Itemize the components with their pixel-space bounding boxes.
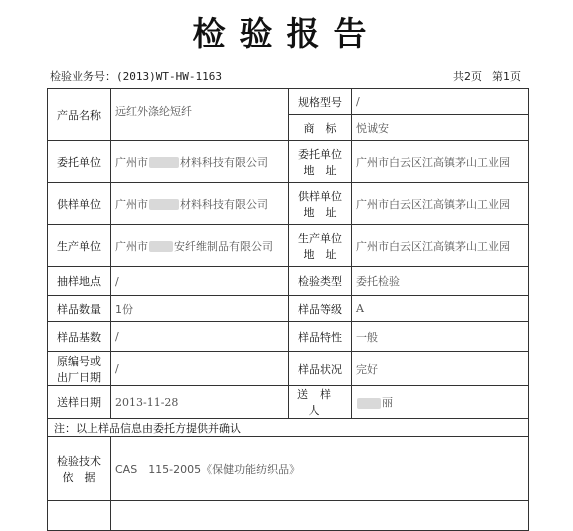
supplier-value-prefix: 广州市 xyxy=(115,197,148,211)
test-type-label: 检验类型 xyxy=(289,267,352,296)
sample-state-label: 样品状况 xyxy=(289,352,352,386)
product-name-label: 产品名称 xyxy=(48,89,111,141)
supplier-address-label xyxy=(289,183,352,225)
spec-value: / xyxy=(352,89,529,115)
client-label: 委托单位 xyxy=(48,141,111,183)
product-name-value: 远红外涤纶短纤 xyxy=(111,89,289,141)
test-basis-label-line1: 检验技术 xyxy=(57,454,101,468)
report-title: 检验报告 xyxy=(192,14,381,53)
producer-address-label-line2: 地 址 xyxy=(303,247,337,261)
test-basis-value: CAS 115-2005《保健功能纺织品》 xyxy=(111,437,529,501)
sample-grade-label: 样品等级 xyxy=(289,296,352,322)
table-row xyxy=(48,296,529,322)
page-indicator xyxy=(443,68,521,84)
sample-grade-value: A xyxy=(352,296,529,322)
send-date-label: 送样日期 xyxy=(48,386,111,419)
sample-qty-value: 1份 xyxy=(111,296,289,322)
spec-label: 规格型号 xyxy=(289,89,352,115)
supplier-value-suffix: 材料科技有限公司 xyxy=(180,197,268,211)
producer-value xyxy=(111,225,289,267)
empty-cell xyxy=(48,501,111,531)
note-text: 注：以上样品信息由委托方提供并确认 xyxy=(48,419,529,437)
producer-value-prefix: 广州市 xyxy=(115,239,148,253)
producer-address-value: 广州市白云区江高镇茅山工业园 xyxy=(352,225,529,267)
client-address-label xyxy=(289,141,352,183)
test-basis-label-line2: 依 据 xyxy=(62,470,96,484)
trademark-value: 悦诚安 xyxy=(352,115,529,141)
original-number-label-line1: 原编号或 xyxy=(57,354,101,368)
supplier-address-value: 广州市白云区江高镇茅山工业园 xyxy=(352,183,529,225)
producer-label: 生产单位 xyxy=(48,225,111,267)
table-row xyxy=(48,386,529,419)
page-number: 第1页 xyxy=(492,70,521,83)
redacted-mark xyxy=(149,199,179,210)
original-number-label xyxy=(48,352,111,386)
business-number-value: (2013)WT-HW-1163 xyxy=(116,70,222,83)
test-basis-label xyxy=(48,437,111,501)
table-row xyxy=(48,419,529,437)
total-pages: 共2页 xyxy=(453,70,482,83)
table-row xyxy=(48,141,529,183)
table-row xyxy=(48,89,529,115)
table-row xyxy=(48,501,529,531)
sample-base-value: / xyxy=(111,322,289,352)
business-number-label: 检验业务号： xyxy=(50,70,116,83)
empty-cell xyxy=(111,501,529,531)
supplier-address-label-line1: 供样单位 xyxy=(298,189,342,203)
send-date-value: 2013-11-28 xyxy=(111,386,289,419)
redacted-mark xyxy=(357,398,381,409)
sample-base-label: 样品基数 xyxy=(48,322,111,352)
sender-value-suffix: 丽 xyxy=(382,396,393,409)
sample-feature-label: 样品特性 xyxy=(289,322,352,352)
test-type-value: 委托检验 xyxy=(352,267,529,296)
sample-qty-label: 样品数量 xyxy=(48,296,111,322)
supplier-address-label-line2: 地 址 xyxy=(303,205,337,219)
table-row xyxy=(48,352,529,386)
original-number-label-line2: 出厂日期 xyxy=(57,370,101,384)
redacted-mark xyxy=(149,157,179,168)
producer-value-suffix: 安纤维制品有限公司 xyxy=(174,239,273,253)
producer-address-label-line1: 生产单位 xyxy=(298,231,342,245)
producer-address-label xyxy=(289,225,352,267)
client-address-label-line1: 委托单位 xyxy=(298,147,342,161)
client-value-prefix: 广州市 xyxy=(115,155,148,169)
client-address-value: 广州市白云区江高镇茅山工业园 xyxy=(352,141,529,183)
report-table xyxy=(47,88,529,531)
business-number xyxy=(50,68,222,84)
client-value-suffix: 材料科技有限公司 xyxy=(180,155,268,169)
table-row xyxy=(48,267,529,296)
sample-feature-value: 一般 xyxy=(352,322,529,352)
table-row xyxy=(48,437,529,501)
sampling-site-value: / xyxy=(111,267,289,296)
sender-label: 送样人 xyxy=(289,386,352,419)
client-value xyxy=(111,141,289,183)
supplier-value xyxy=(111,183,289,225)
redacted-mark xyxy=(149,241,173,252)
client-address-label-line2: 地 址 xyxy=(303,163,337,177)
sampling-site-label: 抽样地点 xyxy=(48,267,111,296)
table-row xyxy=(48,225,529,267)
supplier-label: 供样单位 xyxy=(48,183,111,225)
table-row xyxy=(48,322,529,352)
original-number-value: / xyxy=(111,352,289,386)
trademark-label: 商 标 xyxy=(289,115,352,141)
table-row xyxy=(48,183,529,225)
sample-state-value: 完好 xyxy=(352,352,529,386)
sender-value xyxy=(352,386,529,419)
